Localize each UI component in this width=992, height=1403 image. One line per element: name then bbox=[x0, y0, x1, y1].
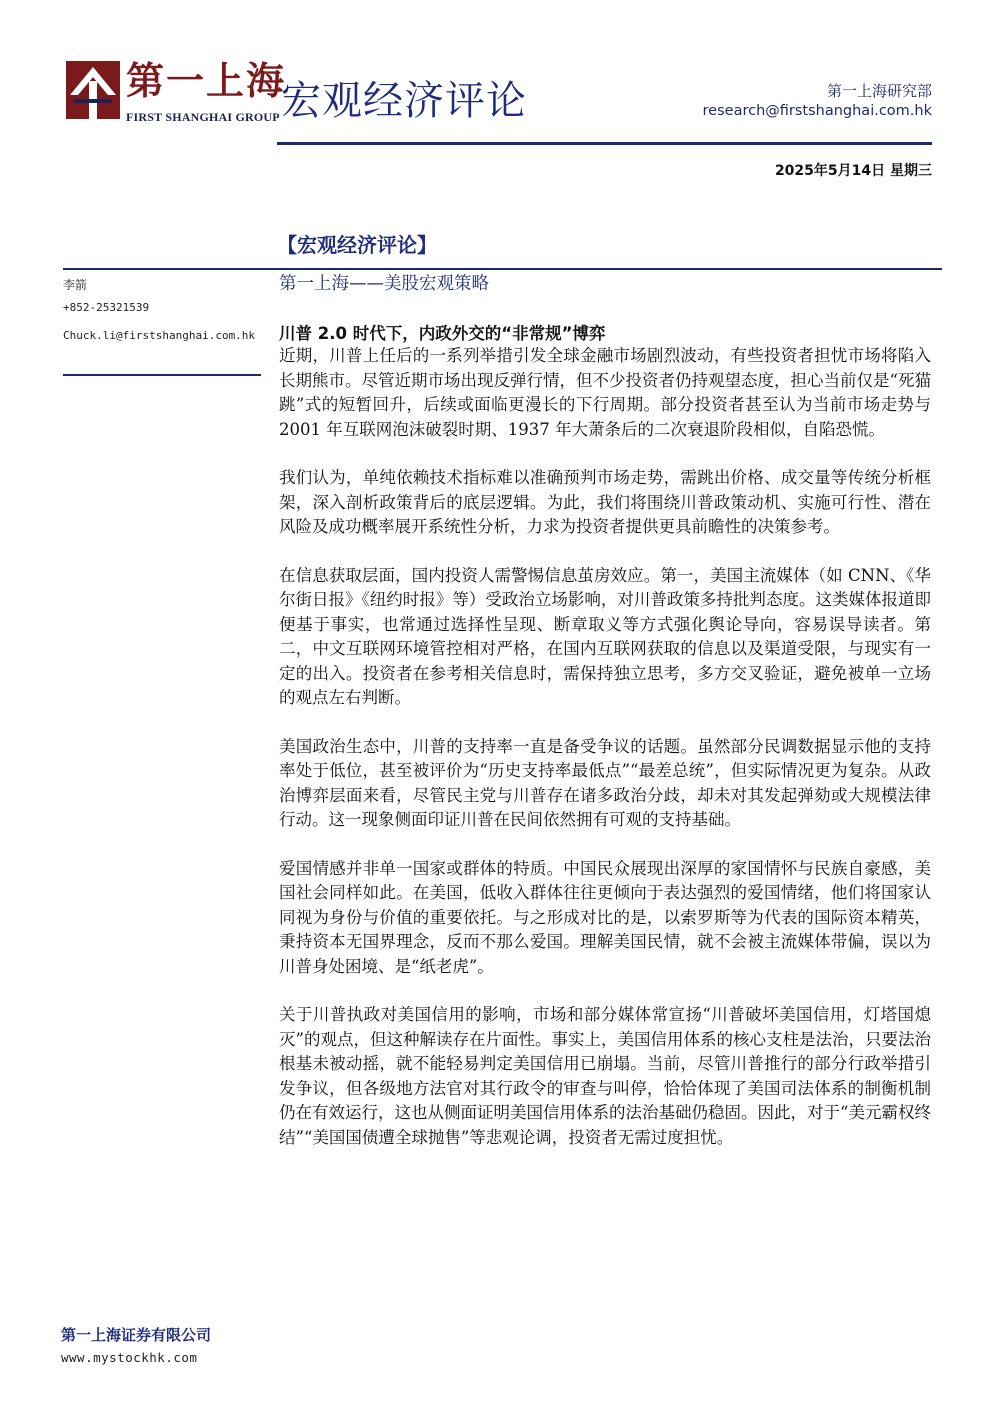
article-paragraph: 爱国情感并非单一国家或群体的特质。中国民众展现出深厚的家国情怀与民族自豪感，美国社会同样如此。在美国，低收入群体往往更倾向于表达强烈的爱国情绪，他们将国家认同视为身份与价值的重要依托。与之形成对比的是，以索罗斯等为代表的国际资本精英，秉持资本无国界理念，反而不那么爱国。理解美国民情，就不会被主流媒体带偏，误以为川普身处困境、是“纸老虎”。 bbox=[279, 858, 931, 976]
report-date: 2025年5月14日 星期三 bbox=[774, 163, 932, 179]
analyst-email[interactable]: Chuck.li@firstshanghai.com.hk bbox=[63, 329, 256, 342]
section-divider bbox=[63, 268, 942, 270]
header-divider bbox=[277, 142, 932, 145]
article-body bbox=[279, 344, 931, 1174]
analyst-name: 李箭 bbox=[63, 278, 88, 292]
article-title: 川普 2.0 时代下，内政外交的“非常规”博弈 bbox=[279, 324, 606, 343]
research-department: 第一上海研究部 bbox=[826, 82, 932, 100]
footer-website-link[interactable]: www.mystockhk.com bbox=[61, 1350, 198, 1365]
analyst-phone: +852-25321539 bbox=[63, 301, 150, 314]
sidebar-divider bbox=[63, 374, 261, 376]
footer-company-name: 第一上海证券有限公司 bbox=[61, 1326, 212, 1344]
logo-english-name: FIRST SHANGHAI GROUP bbox=[126, 110, 280, 124]
research-email[interactable]: research@firstshanghai.com.hk bbox=[702, 103, 932, 119]
article-paragraph: 在信息获取层面，国内投资人需警惕信息茧房效应。第一，美国主流媒体（如 CNN、《华尔街日报》《纽约时报》等）受政治立场影响，对川普政策多持批判态度。这类媒体报道即便基于事实，也常通过选择性呈现、断章取义等方式强化舆论导向，容易误导读者。第二，中文互联网环境管控相对严格，在国内互联网获取的信息以及渠道受限，与现实有一定的出入。投资者在参考相关信息时，需保持独立思考，多方交叉验证，避免被单一立场的观点左右判断。 bbox=[279, 565, 931, 707]
publication-title: 宏观经济评论 bbox=[281, 78, 527, 124]
article-paragraph: 我们认为，单纯依赖技术指标难以准确预判市场走势，需跳出价格、成交量等传统分析框架，深入剖析政策背后的底层逻辑。为此，我们将围绕川普政策动机、实施可行性、潜在风险及成功概率展开系统性分析，力求为投资者提供更具前瞻性的决策参考。 bbox=[279, 468, 931, 536]
article-paragraph: 美国政治生态中，川普的支持率一直是备受争议的话题。虽然部分民调数据显示他的支持率处于低位，甚至被评价为“历史支持率最低点”“最差总统”，但实际情况更为复杂。从政治博弈层面来看，尽管民主党与川普存在诸多政治分歧，却未对其发起弹劾或大规模法律行动。这一现象侧面印证川普在民间依然拥有可观的支持基础。 bbox=[279, 736, 931, 829]
logo-chinese-name: 第一上海 bbox=[126, 59, 287, 103]
section-subheading: 第一上海——美股宏观策略 bbox=[279, 274, 489, 294]
article-paragraph: 关于川普执政对美国信用的影响，市场和部分媒体常宣扬“川普破坏美国信用，灯塔国熄灭”的观点，但这种解读存在片面性。事实上，美国信用体系的核心支柱是法治，只要法治根基未被动摇，就不能轻易判定美国信用已崩塌。当前，尽管川普推行的部分行政举措引发争议，但各级地方法官对其行政令的审查与叫停，恰恰体现了美国司法体系的制衡机制仍在有效运行，这也从侧面证明美国信用体系的法治基础仍稳固。因此，对于“美元霸权终结”“美国国债遭全球抛售”等悲观论调，投资者无需过度担忧。 bbox=[279, 1005, 931, 1147]
article-paragraph: 近期，川普上任后的一系列举措引发全球金融市场剧烈波动，有些投资者担忧市场将陷入长期熊市。尽管近期市场出现反弹行情，但不少投资者仍持观望态度，担心当前仅是“死猫跳”式的短暂回升，后续或面临更漫长的下行周期。部分投资者甚至认为当前市场走势与 2001 年互联网泡沫破裂时期、1937 年大萧条后的二次衰退阶段相似，自陷恐慌。 bbox=[279, 346, 931, 439]
section-heading: 【宏观经济评论】 bbox=[277, 233, 437, 257]
company-logo-icon bbox=[66, 61, 120, 119]
